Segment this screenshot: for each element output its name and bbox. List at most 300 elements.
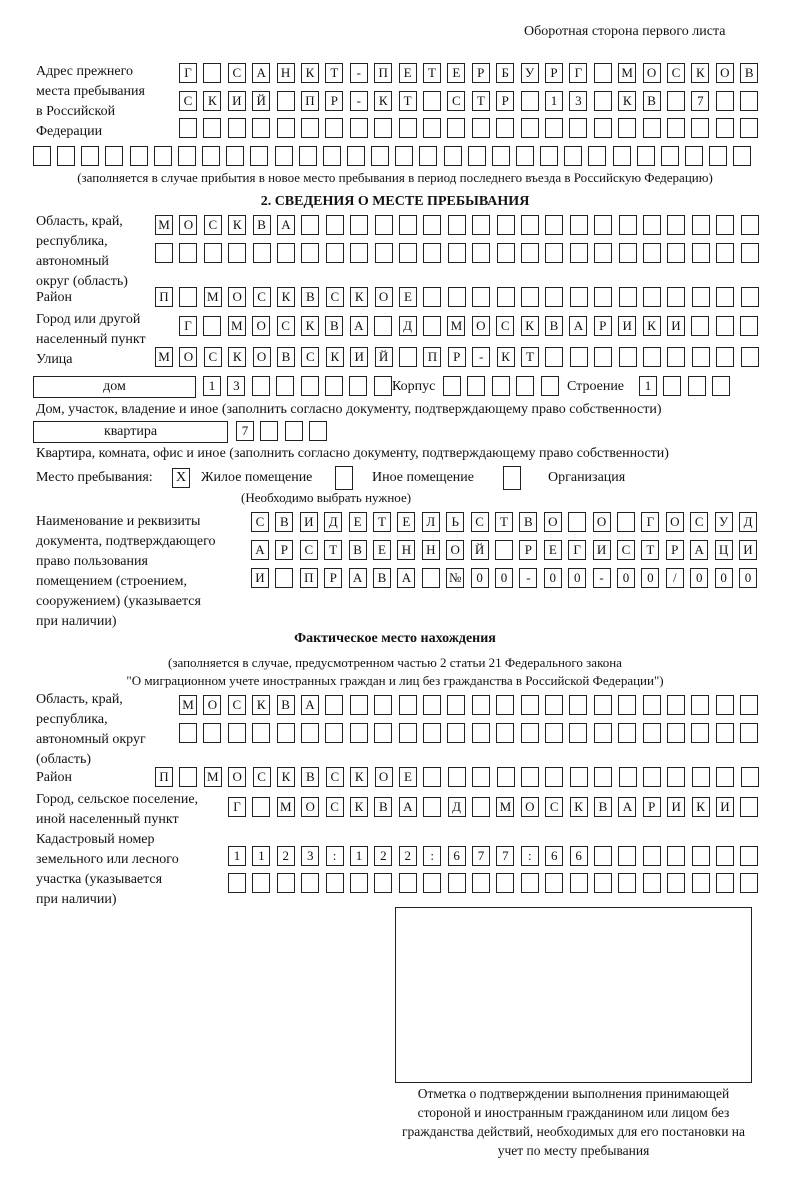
char-cell[interactable]: В [545,316,563,336]
char-cell[interactable] [350,695,368,715]
char-cell[interactable] [643,118,661,138]
char-cell[interactable]: О [179,215,197,235]
char-cell[interactable]: Р [666,540,684,560]
char-cell[interactable] [447,118,465,138]
char-cell[interactable]: С [326,767,344,787]
char-cell[interactable] [472,873,490,893]
char-cell[interactable] [594,873,612,893]
char-cell[interactable] [545,767,563,787]
char-cell[interactable] [399,243,417,263]
char-cell[interactable] [252,797,270,817]
char-cell[interactable]: О [179,347,197,367]
char-cell[interactable]: К [228,215,246,235]
char-cell[interactable]: М [204,767,222,787]
char-cell[interactable] [521,873,539,893]
char-cell[interactable]: - [350,63,368,83]
char-cell[interactable] [419,146,437,166]
char-cell[interactable]: 2 [277,846,295,866]
char-cell[interactable] [423,723,441,743]
char-cell[interactable]: Н [397,540,415,560]
char-cell[interactable]: Н [277,63,295,83]
char-cell[interactable]: - [472,347,490,367]
char-cell[interactable]: С [690,512,708,532]
char-cell[interactable]: С [204,215,222,235]
char-cell[interactable] [277,118,295,138]
char-cell[interactable]: О [446,540,464,560]
char-cell[interactable]: У [521,63,539,83]
char-cell[interactable] [667,243,685,263]
char-cell[interactable] [371,146,389,166]
char-cell[interactable]: О [544,512,562,532]
char-cell[interactable] [375,243,393,263]
char-cell[interactable] [619,215,637,235]
char-cell[interactable]: Г [568,540,586,560]
char-cell[interactable] [741,243,759,263]
char-cell[interactable]: К [691,63,709,83]
char-cell[interactable]: П [300,568,318,588]
char-cell[interactable]: П [423,347,441,367]
char-cell[interactable]: Д [739,512,757,532]
char-cell[interactable]: К [350,767,368,787]
char-cell[interactable]: М [277,797,295,817]
char-cell[interactable] [545,287,563,307]
char-cell[interactable] [685,146,703,166]
char-cell[interactable] [468,146,486,166]
char-cell[interactable] [570,347,588,367]
char-cell[interactable]: К [252,695,270,715]
char-cell[interactable]: 3 [301,846,319,866]
char-cell[interactable] [545,695,563,715]
char-cell[interactable] [472,243,490,263]
char-cell[interactable] [252,723,270,743]
char-cell[interactable] [374,695,392,715]
char-cell[interactable] [448,287,466,307]
char-cell[interactable]: В [301,287,319,307]
char-cell[interactable] [375,215,393,235]
char-cell[interactable] [716,91,734,111]
stay-checkbox-residential[interactable]: X [172,468,190,488]
char-cell[interactable] [226,146,244,166]
char-cell[interactable]: 2 [374,846,392,866]
char-cell[interactable] [709,146,727,166]
char-cell[interactable]: С [301,347,319,367]
char-cell[interactable]: В [594,797,612,817]
char-cell[interactable] [472,287,490,307]
char-cell[interactable]: С [253,767,271,787]
char-cell[interactable] [472,695,490,715]
char-cell[interactable] [325,723,343,743]
char-cell[interactable] [643,846,661,866]
char-cell[interactable] [643,767,661,787]
char-cell[interactable] [472,118,490,138]
char-cell[interactable]: : [423,846,441,866]
char-cell[interactable] [564,146,582,166]
char-cell[interactable] [692,767,710,787]
char-cell[interactable] [667,118,685,138]
char-cell[interactable]: М [155,347,173,367]
char-cell[interactable] [301,243,319,263]
char-cell[interactable]: А [252,63,270,83]
char-cell[interactable] [741,215,759,235]
char-cell[interactable]: Е [397,512,415,532]
char-cell[interactable] [277,91,295,111]
char-cell[interactable] [374,376,392,396]
char-cell[interactable]: Е [373,540,391,560]
char-cell[interactable] [667,215,685,235]
char-cell[interactable]: 0 [471,568,489,588]
char-cell[interactable]: О [643,63,661,83]
char-cell[interactable]: К [228,347,246,367]
char-cell[interactable]: П [155,767,173,787]
char-cell[interactable] [252,873,270,893]
char-cell[interactable]: А [399,797,417,817]
char-cell[interactable]: С [447,91,465,111]
char-cell[interactable] [275,568,293,588]
char-cell[interactable] [692,873,710,893]
char-cell[interactable] [350,873,368,893]
char-cell[interactable] [619,347,637,367]
char-cell[interactable] [540,146,558,166]
char-cell[interactable] [496,695,514,715]
char-cell[interactable]: Е [544,540,562,560]
char-cell[interactable]: Д [448,797,466,817]
char-cell[interactable] [228,243,246,263]
char-cell[interactable]: А [690,540,708,560]
char-cell[interactable] [325,695,343,715]
char-cell[interactable] [667,347,685,367]
char-cell[interactable] [301,376,319,396]
char-cell[interactable]: М [204,287,222,307]
char-cell[interactable] [594,846,612,866]
char-cell[interactable]: К [521,316,539,336]
char-cell[interactable]: Д [399,316,417,336]
char-cell[interactable]: Г [641,512,659,532]
char-cell[interactable] [594,118,612,138]
char-cell[interactable] [447,723,465,743]
char-cell[interactable] [399,873,417,893]
char-cell[interactable] [643,287,661,307]
char-cell[interactable]: Р [448,347,466,367]
char-cell[interactable] [716,287,734,307]
char-cell[interactable] [661,146,679,166]
char-cell[interactable]: Р [643,797,661,817]
char-cell[interactable]: О [375,287,393,307]
char-cell[interactable] [179,287,197,307]
char-cell[interactable] [472,723,490,743]
char-cell[interactable] [716,243,734,263]
char-cell[interactable] [277,723,295,743]
char-cell[interactable]: Е [399,63,417,83]
char-cell[interactable] [545,347,563,367]
char-cell[interactable]: Т [495,512,513,532]
char-cell[interactable] [594,91,612,111]
char-cell[interactable] [105,146,123,166]
char-cell[interactable] [740,118,758,138]
char-cell[interactable] [688,376,706,396]
char-cell[interactable]: 0 [495,568,513,588]
char-cell[interactable] [692,347,710,367]
char-cell[interactable]: 0 [544,568,562,588]
char-cell[interactable] [179,767,197,787]
char-cell[interactable] [448,873,466,893]
char-cell[interactable] [496,723,514,743]
flat-type-field[interactable]: квартира [33,421,228,443]
char-cell[interactable] [203,63,221,83]
char-cell[interactable]: Т [399,91,417,111]
char-cell[interactable]: 1 [203,376,221,396]
char-cell[interactable] [716,316,734,336]
char-cell[interactable]: А [350,316,368,336]
char-cell[interactable] [594,347,612,367]
char-cell[interactable] [667,723,685,743]
char-cell[interactable]: И [300,512,318,532]
char-cell[interactable]: В [349,540,367,560]
char-cell[interactable]: В [277,695,295,715]
char-cell[interactable]: П [374,63,392,83]
char-cell[interactable] [448,215,466,235]
char-cell[interactable]: К [643,316,661,336]
char-cell[interactable]: С [251,512,269,532]
char-cell[interactable] [374,723,392,743]
char-cell[interactable]: Т [373,512,391,532]
char-cell[interactable] [81,146,99,166]
char-cell[interactable] [569,695,587,715]
char-cell[interactable]: С [545,797,563,817]
char-cell[interactable]: О [521,797,539,817]
char-cell[interactable]: 3 [569,91,587,111]
char-cell[interactable] [667,873,685,893]
char-cell[interactable] [203,316,221,336]
char-cell[interactable]: И [350,347,368,367]
char-cell[interactable]: С [496,316,514,336]
char-cell[interactable] [521,243,539,263]
char-cell[interactable]: 2 [399,846,417,866]
char-cell[interactable] [276,376,294,396]
char-cell[interactable]: О [203,695,221,715]
char-cell[interactable]: 0 [715,568,733,588]
char-cell[interactable] [570,215,588,235]
char-cell[interactable]: - [593,568,611,588]
char-cell[interactable]: И [716,797,734,817]
char-cell[interactable]: 1 [350,846,368,866]
char-cell[interactable]: 0 [568,568,586,588]
char-cell[interactable] [521,215,539,235]
char-cell[interactable]: А [301,695,319,715]
char-cell[interactable] [716,873,734,893]
char-cell[interactable] [179,243,197,263]
char-cell[interactable]: А [618,797,636,817]
char-cell[interactable]: О [228,767,246,787]
char-cell[interactable]: К [350,287,368,307]
char-cell[interactable] [667,695,685,715]
char-cell[interactable] [422,568,440,588]
char-cell[interactable]: О [716,63,734,83]
char-cell[interactable]: В [373,568,391,588]
char-cell[interactable] [309,421,327,441]
char-cell[interactable]: У [715,512,733,532]
char-cell[interactable] [741,347,759,367]
char-cell[interactable] [570,767,588,787]
char-cell[interactable] [521,767,539,787]
char-cell[interactable] [130,146,148,166]
char-cell[interactable] [594,695,612,715]
char-cell[interactable] [155,243,173,263]
char-cell[interactable]: Р [519,540,537,560]
char-cell[interactable]: Б [496,63,514,83]
char-cell[interactable] [448,243,466,263]
char-cell[interactable] [691,723,709,743]
char-cell[interactable]: В [275,512,293,532]
char-cell[interactable] [57,146,75,166]
char-cell[interactable]: С [253,287,271,307]
char-cell[interactable]: И [667,797,685,817]
char-cell[interactable]: В [253,215,271,235]
char-cell[interactable] [203,118,221,138]
char-cell[interactable]: 6 [545,846,563,866]
char-cell[interactable] [350,723,368,743]
char-cell[interactable]: И [593,540,611,560]
char-cell[interactable]: С [277,316,295,336]
char-cell[interactable] [228,723,246,743]
char-cell[interactable] [663,376,681,396]
char-cell[interactable]: О [472,316,490,336]
char-cell[interactable] [374,873,392,893]
char-cell[interactable] [569,118,587,138]
char-cell[interactable] [594,63,612,83]
char-cell[interactable] [203,723,221,743]
char-cell[interactable]: А [349,568,367,588]
char-cell[interactable] [472,215,490,235]
char-cell[interactable] [301,723,319,743]
char-cell[interactable]: М [496,797,514,817]
char-cell[interactable] [492,146,510,166]
char-cell[interactable] [285,421,303,441]
char-cell[interactable] [492,376,510,396]
char-cell[interactable] [521,695,539,715]
char-cell[interactable]: К [326,347,344,367]
char-cell[interactable]: 1 [639,376,657,396]
char-cell[interactable] [301,118,319,138]
char-cell[interactable] [716,118,734,138]
char-cell[interactable] [347,146,365,166]
char-cell[interactable] [301,215,319,235]
char-cell[interactable] [448,767,466,787]
char-cell[interactable]: И [667,316,685,336]
char-cell[interactable] [323,146,341,166]
char-cell[interactable] [349,376,367,396]
char-cell[interactable] [691,118,709,138]
char-cell[interactable]: Д [324,512,342,532]
char-cell[interactable]: 0 [641,568,659,588]
char-cell[interactable] [395,146,413,166]
char-cell[interactable] [594,767,612,787]
char-cell[interactable] [588,146,606,166]
char-cell[interactable] [228,873,246,893]
char-cell[interactable]: С [326,797,344,817]
char-cell[interactable]: Е [349,512,367,532]
char-cell[interactable] [691,695,709,715]
char-cell[interactable] [619,767,637,787]
char-cell[interactable] [497,767,515,787]
char-cell[interactable] [521,91,539,111]
char-cell[interactable] [740,873,758,893]
char-cell[interactable]: П [301,91,319,111]
char-cell[interactable]: Т [325,63,343,83]
char-cell[interactable] [253,243,271,263]
char-cell[interactable] [252,118,270,138]
char-cell[interactable]: С [204,347,222,367]
char-cell[interactable] [740,316,758,336]
char-cell[interactable] [617,512,635,532]
char-cell[interactable]: О [252,316,270,336]
char-cell[interactable]: - [519,568,537,588]
char-cell[interactable] [716,695,734,715]
char-cell[interactable] [545,243,563,263]
char-cell[interactable] [299,146,317,166]
char-cell[interactable]: С [326,287,344,307]
char-cell[interactable] [618,846,636,866]
house-type-field[interactable]: дом [33,376,196,398]
char-cell[interactable]: 0 [617,568,635,588]
char-cell[interactable]: А [397,568,415,588]
char-cell[interactable] [594,243,612,263]
char-cell[interactable]: В [325,316,343,336]
char-cell[interactable]: Г [569,63,587,83]
char-cell[interactable]: О [593,512,611,532]
char-cell[interactable]: 0 [739,568,757,588]
char-cell[interactable]: К [497,347,515,367]
char-cell[interactable]: Р [275,540,293,560]
char-cell[interactable] [497,243,515,263]
char-cell[interactable] [399,215,417,235]
char-cell[interactable] [643,723,661,743]
char-cell[interactable] [637,146,655,166]
char-cell[interactable]: К [277,767,295,787]
char-cell[interactable] [423,797,441,817]
char-cell[interactable]: 7 [496,846,514,866]
char-cell[interactable]: В [643,91,661,111]
char-cell[interactable] [733,146,751,166]
char-cell[interactable] [712,376,730,396]
char-cell[interactable]: П [155,287,173,307]
char-cell[interactable]: 1 [228,846,246,866]
char-cell[interactable]: Р [324,568,342,588]
char-cell[interactable] [692,287,710,307]
char-cell[interactable]: К [350,797,368,817]
char-cell[interactable]: М [179,695,197,715]
char-cell[interactable] [716,347,734,367]
char-cell[interactable] [521,723,539,743]
char-cell[interactable]: В [740,63,758,83]
char-cell[interactable]: К [692,797,710,817]
char-cell[interactable]: / [666,568,684,588]
char-cell[interactable]: 1 [545,91,563,111]
char-cell[interactable] [423,118,441,138]
char-cell[interactable] [716,846,734,866]
char-cell[interactable] [444,146,462,166]
char-cell[interactable] [399,695,417,715]
char-cell[interactable]: 6 [570,846,588,866]
char-cell[interactable]: И [251,568,269,588]
char-cell[interactable] [325,118,343,138]
char-cell[interactable] [423,215,441,235]
char-cell[interactable] [667,287,685,307]
char-cell[interactable]: М [618,63,636,83]
char-cell[interactable]: : [521,846,539,866]
char-cell[interactable] [570,243,588,263]
char-cell[interactable]: С [228,63,246,83]
char-cell[interactable]: С [471,512,489,532]
